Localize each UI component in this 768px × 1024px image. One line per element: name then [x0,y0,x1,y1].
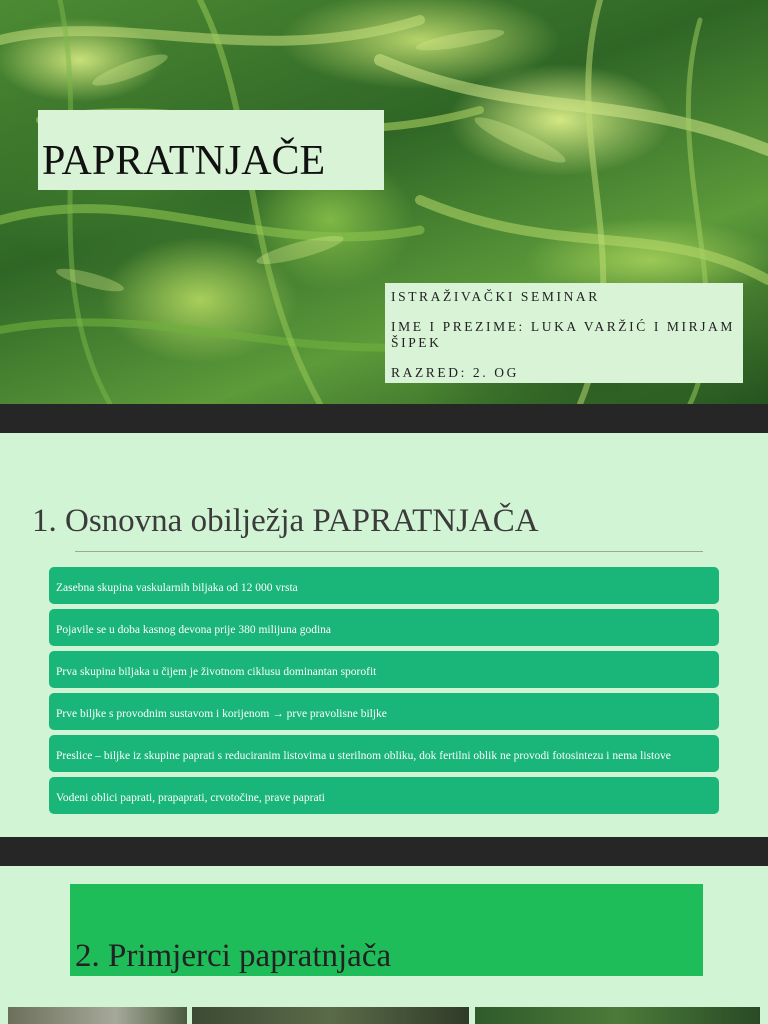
list-item [49,777,719,814]
list-item-text: Zasebna skupina vaskularnih biljaka od 12 000 vrsta [56,581,298,594]
title-box [38,110,384,190]
list-item-text: Pojavile se u doba kasnog devona prije 380 milijuna godina [56,623,331,636]
list-item [49,693,719,730]
heading-divider [75,551,703,552]
author-info-box [385,283,743,383]
list-item [49,735,719,772]
list-item [49,567,719,604]
slide-heading: 1. Osnovna obilježja PAPRATNJAČA [32,503,539,539]
characteristics-list [49,567,719,819]
fern-photo [475,1007,760,1024]
list-item-text: Preslice – biljke iz skupine paprati s reduciranim listovima u sterilnom obliku, dok fertilni oblik ne provodi fotosintezu i nema listove [56,749,671,762]
slide-heading: 2. Primjerci papratnjača [75,938,392,974]
list-item-text: Prva skupina biljaka u čijem je životnom ciklusu dominantan sporofit [56,665,377,678]
list-item [49,651,719,688]
characteristics-slide [0,433,768,837]
fern-photo [8,1007,187,1024]
heading-banner [70,884,703,976]
list-item-text: Vodeni oblici paprati, prapaprati, crvotočine, prave paprati [56,791,325,804]
title-slide [0,0,768,404]
list-item [49,609,719,646]
presentation-title: PAPRATNJAČE [42,138,326,184]
seminar-label: ISTRAŽIVAČKI SEMINAR [391,289,600,304]
examples-slide [0,866,768,1024]
author-names: IME I PREZIME: LUKA VARŽIĆ I MIRJAM ŠIPEK [391,319,736,350]
class-label: RAZRED: 2. OG [391,365,519,380]
fern-photo [192,1007,469,1024]
list-item-text: Prve biljke s provodnim sustavom i korijenom → prve pravolisne biljke [56,707,387,720]
